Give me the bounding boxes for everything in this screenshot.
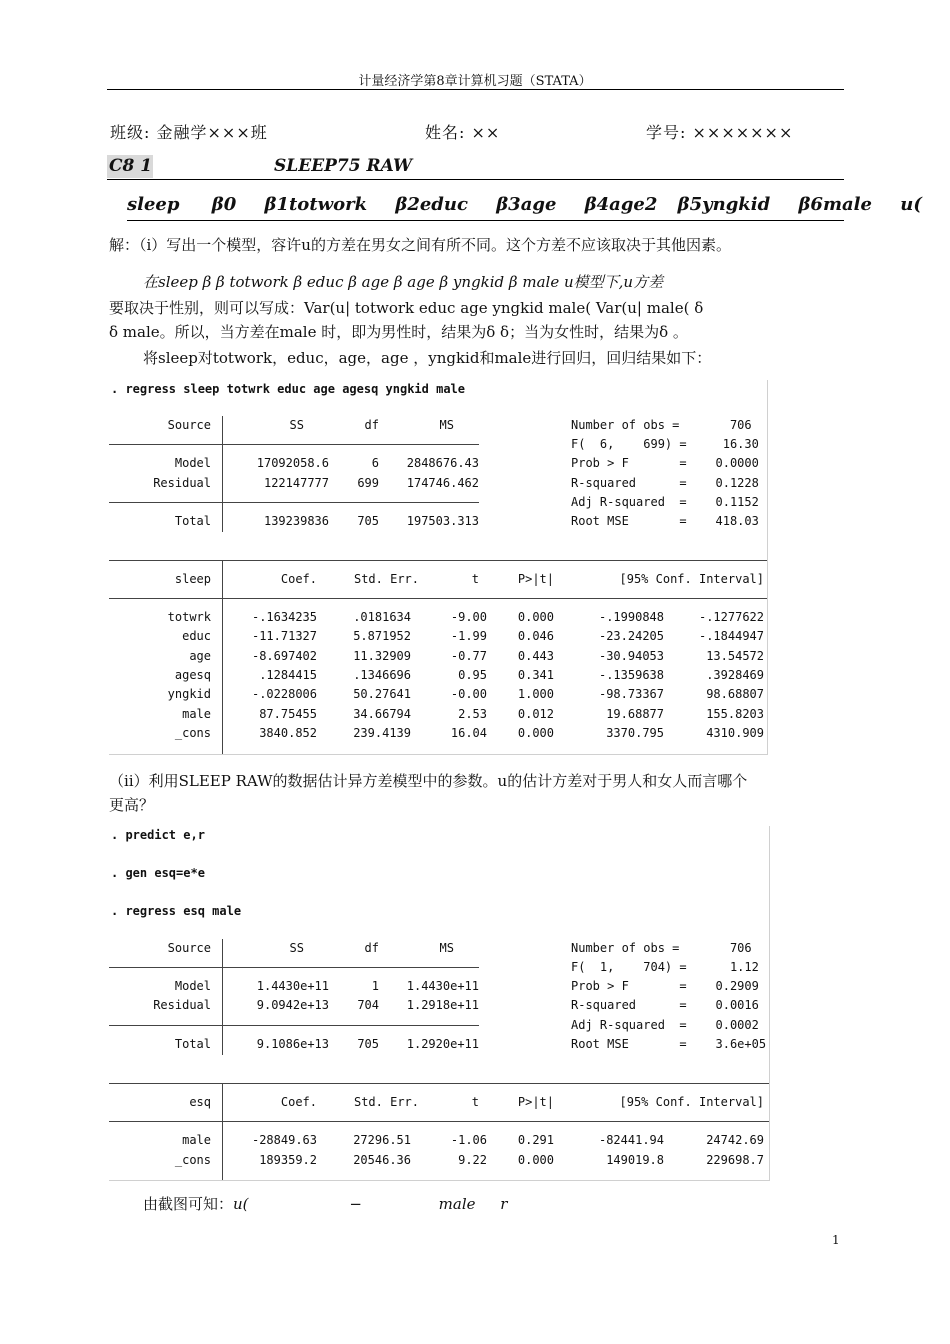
coef-header-se: Std. Err. (353, 1095, 419, 1109)
coef-p: 0.443 (517, 649, 554, 663)
conclusion (143, 1192, 507, 1217)
coef-t: 0.95 (458, 668, 487, 682)
coef-header-p: P>|t| (517, 572, 554, 586)
coef-var: agesq (174, 668, 211, 682)
q1-line-4: 将sleep对totwork，educ，age，age ，yngkid和male进行回归，回归结果如下： (143, 349, 712, 367)
anova-ms: 1.4430e+11 (406, 979, 479, 993)
coef-ci-high: -.1277622 (698, 610, 764, 624)
coef-p: 0.046 (517, 629, 554, 643)
q2-line-1: （ⅱ）利用SLEEP RAW的数据估计异方差模型中的参数。u的估计方差对于男人和女人而言哪个 (109, 772, 748, 790)
anova-header-ss: SS (289, 941, 304, 955)
coef-ci-high: -.1844947 (698, 629, 764, 643)
anova-ss: 139239836 (263, 514, 329, 528)
coef-t: -0.00 (450, 687, 487, 701)
coef-value: -8.697402 (251, 649, 317, 663)
anova-source: Residual (153, 998, 211, 1012)
coef-se: .0181634 (353, 610, 411, 624)
stata-command: . regress esq male (111, 904, 242, 918)
coef-var: _cons (174, 1153, 211, 1167)
conclusion-symbol: r (500, 1195, 508, 1213)
table-rule (109, 967, 479, 968)
anova-source: Model (174, 979, 211, 993)
anova-ss: 17092058.6 (256, 456, 329, 470)
model-stat: Prob > F = 0.2909 (571, 979, 759, 993)
model-term: β2educ (395, 194, 468, 215)
coef-p: 0.000 (517, 726, 554, 740)
coef-ci-high: 4310.909 (706, 726, 764, 740)
coef-ci-low: -98.73367 (598, 687, 664, 701)
anova-source: Model (174, 456, 211, 470)
q1-prompt: 解：（ⅰ）写出一个模型，容许u的方差在男女之间有所不同。这个方差不应该取决于其他因素。 (109, 236, 731, 254)
model-term: β1totwork (264, 194, 368, 215)
coef-value: .1284415 (259, 668, 317, 682)
conclusion-symbol: u( (233, 1195, 249, 1213)
model-stat: R-squared = 0.1228 (571, 476, 759, 490)
q1-line-1: 在sleep β β totwork β educ β age β age β yngkid β male u模型下,u方差 (143, 273, 664, 291)
anova-source: Total (174, 514, 211, 528)
anova-df: 705 (357, 1037, 379, 1051)
model-stat: Adj R-squared = 0.1152 (571, 495, 759, 509)
model-stat: Adj R-squared = 0.0002 (571, 1018, 759, 1032)
coef-se: 27296.51 (353, 1133, 411, 1147)
model-stat: R-squared = 0.0016 (571, 998, 759, 1012)
coef-ci-low: -82441.94 (598, 1133, 664, 1147)
coef-ci-low: -30.94053 (598, 649, 664, 663)
coef-header-t: t (471, 1095, 479, 1109)
coef-t: 9.22 (458, 1153, 487, 1167)
anova-ss: 9.0942e+13 (256, 998, 329, 1012)
model-term: β4age2 (584, 194, 658, 215)
student-id-label: 学号: (646, 123, 687, 142)
coef-value: -28849.63 (251, 1133, 317, 1147)
exercise-tag: C8 1 (109, 156, 153, 176)
coef-value: -11.71327 (251, 629, 317, 643)
coef-ci-low: -.1359638 (598, 668, 664, 682)
coef-p: 0.012 (517, 707, 554, 721)
conclusion-symbol: male (438, 1195, 476, 1213)
regression-output-2 (109, 826, 770, 1181)
running-header: 计量经济学第8章计算机习题（STATA） (358, 74, 592, 89)
coef-t: -9.00 (450, 610, 487, 624)
regression-output-1 (109, 380, 768, 755)
stata-command: . predict e,r (111, 828, 205, 842)
coef-t: -1.06 (450, 1133, 487, 1147)
coef-var: educ (182, 629, 211, 643)
coef-ci-high: 13.54572 (706, 649, 764, 663)
coef-ci-low: 3370.795 (606, 726, 664, 740)
table-rule (109, 1121, 769, 1122)
anova-header-source: Source (167, 418, 211, 432)
table-rule (222, 939, 223, 1055)
coef-var: totwrk (167, 610, 211, 624)
coef-header-p: P>|t| (517, 1095, 554, 1109)
model-equation (127, 194, 922, 221)
coef-ci-high: .3928469 (706, 668, 764, 682)
student-id-field (646, 120, 793, 143)
coef-value: -.1634235 (251, 610, 317, 624)
anova-df: 699 (357, 476, 379, 490)
coef-var: _cons (174, 726, 211, 740)
model-stat: Number of obs = 706 (571, 941, 752, 955)
name-label: 姓名: (425, 123, 466, 142)
anova-ms: 174746.462 (406, 476, 479, 490)
coef-ci-high: 155.8203 (706, 707, 764, 721)
anova-df: 704 (357, 998, 379, 1012)
coef-var: yngkid (167, 687, 211, 701)
table-rule (222, 416, 223, 532)
table-rule (109, 1083, 769, 1084)
table-rule (109, 560, 767, 561)
conclusion-symbol: − (349, 1195, 362, 1213)
model-term: sleep (127, 194, 180, 215)
anova-df: 6 (371, 456, 379, 470)
stata-command: . gen esq=e*e (111, 866, 205, 880)
table-rule (109, 1025, 479, 1026)
page-number: 1 (832, 1233, 840, 1247)
coef-header-coef: Coef. (280, 1095, 317, 1109)
coef-se: 11.32909 (353, 649, 411, 663)
table-rule (109, 502, 479, 503)
coef-ci-low: 149019.8 (606, 1153, 664, 1167)
model-term: β3age (496, 194, 557, 215)
coef-header-var: sleep (174, 572, 211, 586)
anova-df: 1 (371, 979, 379, 993)
coef-p: 0.000 (517, 1153, 554, 1167)
model-stat: Root MSE = 3.6e+05 (571, 1037, 767, 1051)
coef-header-var: esq (189, 1095, 211, 1109)
coef-ci-high: 229698.7 (706, 1153, 764, 1167)
q1-line-3: δ male。所以，当方差在male 时，即为男性时，结果为δ δ；当为女性时，结果为δ 。 (109, 323, 688, 341)
name-value: ×× (471, 123, 501, 142)
class-label: 班级: (110, 123, 151, 142)
anova-ss: 122147777 (263, 476, 329, 490)
anova-df: 705 (357, 514, 379, 528)
coef-ci-low: -23.24205 (598, 629, 664, 643)
anova-ms: 197503.313 (406, 514, 479, 528)
anova-source: Residual (153, 476, 211, 490)
coef-se: 34.66794 (353, 707, 411, 721)
anova-ss: 9.1086e+13 (256, 1037, 329, 1051)
stata-command: . regress sleep totwrk educ age agesq yngkid male (111, 382, 466, 396)
coef-t: -1.99 (450, 629, 487, 643)
coef-var: male (182, 1133, 211, 1147)
coef-se: 239.4139 (353, 726, 411, 740)
model-term: u( (900, 194, 922, 215)
model-term: β0 (211, 194, 237, 215)
coef-value: 189359.2 (259, 1153, 317, 1167)
coef-se: 5.871952 (353, 629, 411, 643)
coef-var: male (182, 707, 211, 721)
coef-se: 50.27641 (353, 687, 411, 701)
model-stat: F( 1, 704) = 1.12 (571, 960, 759, 974)
model-stat: F( 6, 699) = 16.30 (571, 437, 759, 451)
coef-header-ci: [95% Conf. Interval] (619, 1095, 764, 1109)
anova-header-source: Source (167, 941, 211, 955)
coef-value: -.0228006 (251, 687, 317, 701)
student-id-value: ××××××× (692, 123, 794, 142)
anova-ms: 1.2918e+11 (406, 998, 479, 1012)
anova-header-df: df (364, 418, 379, 432)
model-term: β5yngkid (677, 194, 771, 215)
coef-se: 20546.36 (353, 1153, 411, 1167)
coef-header-ci: [95% Conf. Interval] (619, 572, 764, 586)
coef-p: 1.000 (517, 687, 554, 701)
coef-header-t: t (471, 572, 479, 586)
coef-t: 16.04 (450, 726, 487, 740)
exercise-heading (107, 155, 844, 180)
coef-var: age (189, 649, 211, 663)
coef-se: .1346696 (353, 668, 411, 682)
model-stat: Number of obs = 706 (571, 418, 752, 432)
exercise-title: SLEEP75 RAW (274, 156, 413, 176)
coef-t: 2.53 (458, 707, 487, 721)
coef-value: 3840.852 (259, 726, 317, 740)
anova-ms: 2848676.43 (406, 456, 479, 470)
coef-ci-low: -.1990848 (598, 610, 664, 624)
anova-header-ms: MS (439, 418, 454, 432)
model-stat: Root MSE = 418.03 (571, 514, 759, 528)
coef-p: 0.000 (517, 610, 554, 624)
header-rule (107, 89, 844, 90)
q2-line-2: 更高？ (109, 796, 155, 814)
anova-ss: 1.4430e+11 (256, 979, 329, 993)
coef-header-coef: Coef. (280, 572, 317, 586)
class-value: 金融学×××班 (156, 123, 268, 142)
anova-ms: 1.2920e+11 (406, 1037, 479, 1051)
table-rule (109, 598, 767, 599)
anova-header-df: df (364, 941, 379, 955)
class-field (110, 120, 268, 143)
coef-ci-low: 19.68877 (606, 707, 664, 721)
coef-p: 0.291 (517, 1133, 554, 1147)
anova-source: Total (174, 1037, 211, 1051)
coef-t: -0.77 (450, 649, 487, 663)
name-field (425, 120, 500, 143)
coef-p: 0.341 (517, 668, 554, 682)
model-stat: Prob > F = 0.0000 (571, 456, 759, 470)
coef-ci-high: 24742.69 (706, 1133, 764, 1147)
coef-value: 87.75455 (259, 707, 317, 721)
anova-header-ms: MS (439, 941, 454, 955)
conclusion-lead: 由截图可知： (143, 1195, 234, 1213)
coef-ci-high: 98.68807 (706, 687, 764, 701)
table-rule (109, 444, 479, 445)
model-term: β6male (798, 194, 872, 215)
coef-header-se: Std. Err. (353, 572, 419, 586)
anova-header-ss: SS (289, 418, 304, 432)
q1-line-2: 要取决于性别，则可以写成：Var(u| totwork educ age yngkid male( Var(u| male( δ (109, 299, 704, 317)
